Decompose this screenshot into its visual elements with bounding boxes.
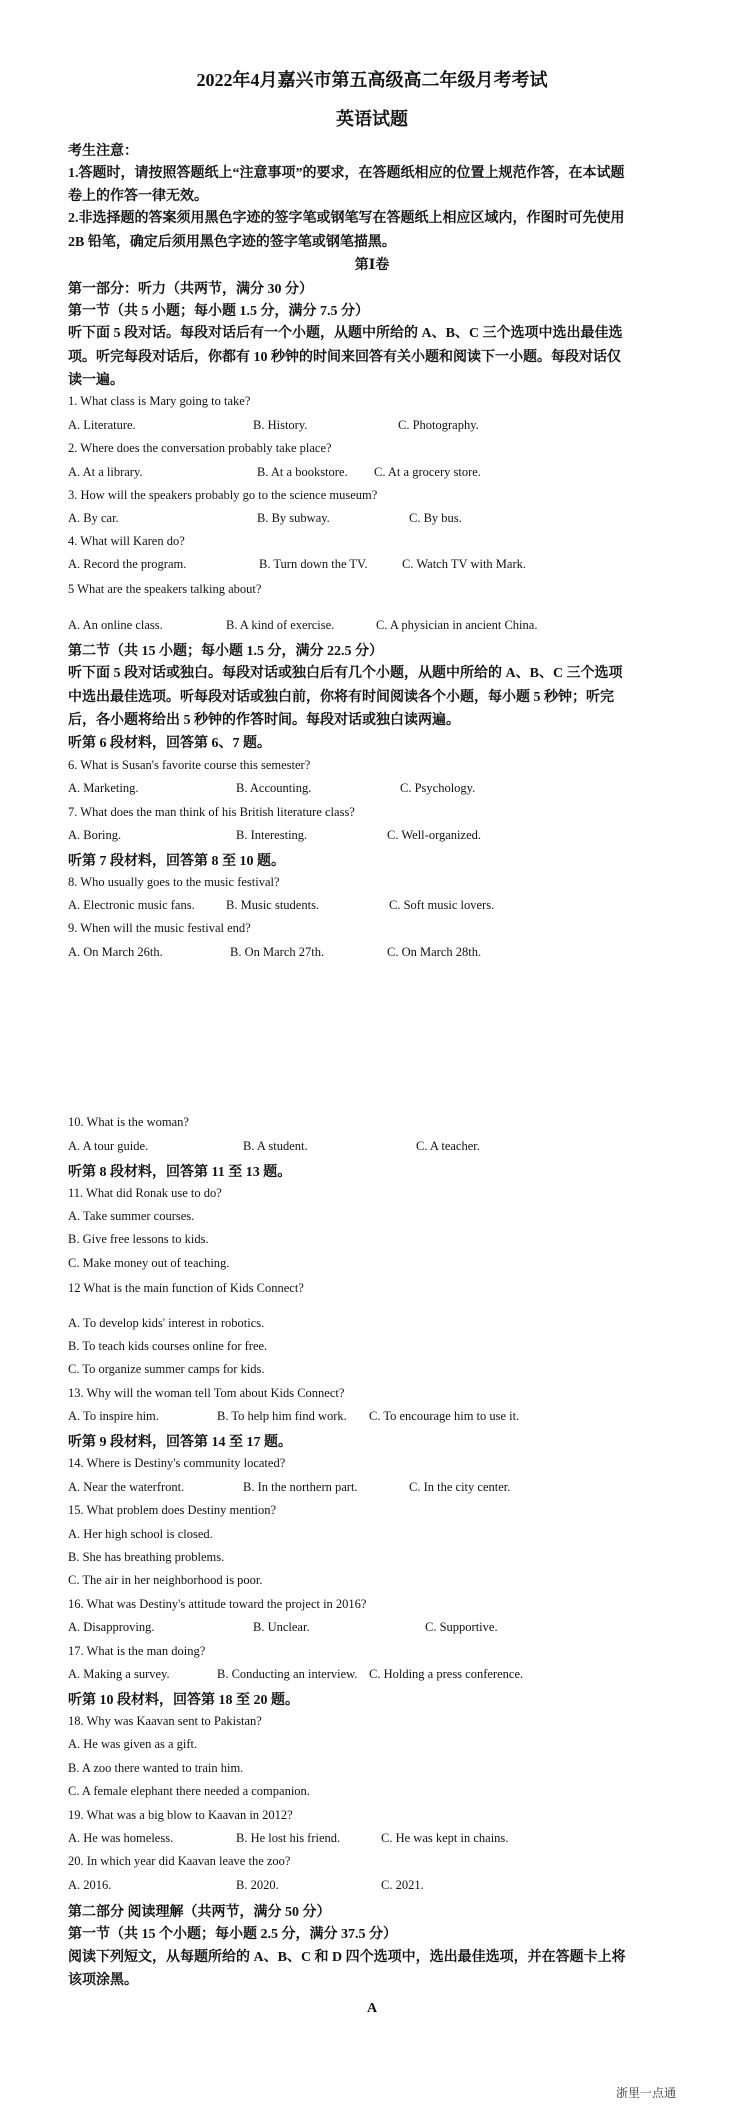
exam-subtitle: 英语试题 (336, 109, 408, 129)
question-6-option-b: B. Accounting. (236, 781, 312, 795)
question-17-option-a: A. Making a survey. (68, 1667, 170, 1681)
question-3: 3. How will the speakers probably go to the science museum? (68, 488, 378, 502)
question-10: 10. What is the woman? (68, 1115, 189, 1129)
question-4-option-c: C. Watch TV with Mark. (402, 557, 526, 571)
material-7-heading: 听第 7 段材料，回答第 8 至 10 题。 (68, 854, 285, 869)
section1-heading: 第一节（共 5 小题；每小题 1.5 分，满分 7.5 分） (68, 304, 369, 319)
question-11: 11. What did Ronak use to do? (68, 1186, 222, 1200)
question-13: 13. Why will the woman tell Tom about Kids Connect? (68, 1386, 345, 1400)
part2-instruction-1: 阅读下列短文，从每题所给的 A、B、C 和 D 四个选项中，选出最佳选项，并在答题卡上将 (68, 1950, 626, 1965)
notice-item-2-line-1: 2.非选择题的答案须用黑色字迹的签字笔或钢笔写在答题纸上相应区域内，作图时可先使用 (68, 211, 625, 226)
question-1-option-c: C. Photography. (398, 418, 479, 432)
question-9-option-a: A. On March 26th. (68, 945, 163, 959)
question-13-option-b: B. To help him find work. (217, 1409, 347, 1423)
question-12: 12 What is the main function of Kids Connect? (68, 1281, 304, 1295)
passage-label: A (366, 2001, 378, 2016)
question-17: 17. What is the man doing? (68, 1644, 206, 1658)
section2-instruction-3: 后，各小题将给出 5 秒钟的作答时间。每段对话或独白读两遍。 (68, 713, 460, 728)
question-2-option-a: A. At a library. (68, 465, 143, 479)
part2-heading: 第二部分 阅读理解（共两节，满分 50 分） (68, 1905, 331, 1920)
question-19: 19. What was a big blow to Kaavan in 2012? (68, 1808, 293, 1822)
section1-instruction-3: 读一遍。 (68, 373, 124, 388)
question-14: 14. Where is Destiny's community located? (68, 1456, 286, 1470)
question-2-option-c: C. At a grocery store. (374, 465, 481, 479)
question-5-option-a: A. An online class. (68, 618, 163, 632)
question-4-option-b: B. Turn down the TV. (259, 557, 368, 571)
question-7-option-c: C. Well-organized. (387, 828, 481, 842)
question-5: 5 What are the speakers talking about? (68, 582, 262, 596)
question-6: 6. What is Susan's favorite course this semester? (68, 758, 311, 772)
notice-item-2-line-2: 2B 铅笔，确定后须用黑色字迹的签字笔或钢笔描黑。 (68, 235, 396, 250)
question-8-option-c: C. Soft music lovers. (389, 898, 495, 912)
question-19-option-b: B. He lost his friend. (236, 1831, 341, 1845)
question-8-option-a: A. Electronic music fans. (68, 898, 195, 912)
question-1-option-b: B. History. (253, 418, 308, 432)
material-10-heading: 听第 10 段材料，回答第 18 至 20 题。 (68, 1693, 299, 1708)
question-12-option-c: C. To organize summer camps for kids. (68, 1362, 265, 1376)
question-15-option-c: C. The air in her neighborhood is poor. (68, 1573, 263, 1587)
question-19-option-c: C. He was kept in chains. (381, 1831, 509, 1845)
question-9-option-c: C. On March 28th. (387, 945, 482, 959)
question-18-option-b: B. A zoo there wanted to train him. (68, 1761, 244, 1775)
question-13-option-c: C. To encourage him to use it. (369, 1409, 520, 1423)
question-6-option-c: C. Psychology. (400, 781, 476, 795)
question-3-option-c: C. By bus. (409, 511, 462, 525)
question-13-option-a: A. To inspire him. (68, 1409, 159, 1423)
question-10-option-a: A. A tour guide. (68, 1139, 149, 1153)
question-11-option-c: C. Make money out of teaching. (68, 1256, 230, 1270)
question-15-option-a: A. Her high school is closed. (68, 1527, 213, 1541)
notice-item-1-line-1: 1.答题时，请按照答题纸上“注意事项”的要求，在答题纸相应的位置上规范作答，在本试题 (68, 166, 625, 181)
question-10-option-b: B. A student. (243, 1139, 308, 1153)
question-1-option-a: A. Literature. (68, 418, 136, 432)
question-9-option-b: B. On March 27th. (230, 945, 325, 959)
question-15: 15. What problem does Destiny mention? (68, 1503, 277, 1517)
question-12-option-a: A. To develop kids' interest in robotics. (68, 1316, 265, 1330)
question-3-option-b: B. By subway. (257, 511, 330, 525)
part1-heading: 第一部分：听力（共两节，满分 30 分） (68, 282, 313, 297)
material-8-heading: 听第 8 段材料，回答第 11 至 13 题。 (68, 1165, 292, 1180)
question-11-option-a: A. Take summer courses. (68, 1209, 195, 1223)
question-4: 4. What will Karen do? (68, 534, 185, 548)
question-17-option-c: C. Holding a press conference. (369, 1667, 524, 1681)
part2-instruction-2: 该项涂黑。 (68, 1973, 138, 1988)
question-20: 20. In which year did Kaavan leave the zoo? (68, 1854, 291, 1868)
question-2: 2. Where does the conversation probably take place? (68, 441, 332, 455)
question-15-option-b: B. She has breathing problems. (68, 1550, 225, 1564)
question-14-option-b: B. In the northern part. (243, 1480, 358, 1494)
question-16: 16. What was Destiny's attitude toward the project in 2016? (68, 1597, 367, 1611)
section2-instruction-1: 听下面 5 段对话或独白。每段对话或独白后有几个小题，从题中所给的 A、B、C 三个选项 (68, 666, 623, 681)
question-17-option-b: B. Conducting an interview. (217, 1667, 358, 1681)
question-18-option-c: C. A female elephant there needed a companion. (68, 1784, 310, 1798)
material-9-heading: 听第 9 段材料，回答第 14 至 17 题。 (68, 1435, 292, 1450)
question-1: 1. What class is Mary going to take? (68, 394, 251, 408)
question-19-option-a: A. He was homeless. (68, 1831, 174, 1845)
question-5-option-b: B. A kind of exercise. (226, 618, 335, 632)
material-6-heading: 听第 6 段材料，回答第 6、7 题。 (68, 736, 271, 751)
part2-section1-heading: 第一节（共 15 个小题；每小题 2.5 分，满分 37.5 分） (68, 1927, 397, 1942)
section1-instruction-2: 项。听完每段对话后，你都有 10 秒钟的时间来回答有关小题和阅读下一小题。每段对话仅 (68, 350, 621, 365)
question-7-option-b: B. Interesting. (236, 828, 308, 842)
question-7: 7. What does the man think of his British literature class? (68, 805, 355, 819)
section2-instruction-2: 中选出最佳选项。听每段对话或独白前，你将有时间阅读各个小题，每小题 5 秒钟；听完 (68, 690, 614, 705)
question-9: 9. When will the music festival end? (68, 921, 251, 935)
question-16-option-b: B. Unclear. (253, 1620, 310, 1634)
question-20-option-c: C. 2021. (381, 1878, 424, 1892)
question-20-option-a: A. 2016. (68, 1878, 112, 1892)
question-5-option-c: C. A physician in ancient China. (376, 618, 538, 632)
question-4-option-a: A. Record the program. (68, 557, 187, 571)
question-12-option-b: B. To teach kids courses online for free. (68, 1339, 268, 1353)
section2-heading: 第二节（共 15 小题；每小题 1.5 分，满分 22.5 分） (68, 644, 383, 659)
question-2-option-b: B. At a bookstore. (257, 465, 348, 479)
question-3-option-a: A. By car. (68, 511, 119, 525)
volume-label: 第Ⅰ卷 (354, 258, 390, 273)
question-18: 18. Why was Kaavan sent to Pakistan? (68, 1714, 262, 1728)
question-20-option-b: B. 2020. (236, 1878, 279, 1892)
question-8: 8. Who usually goes to the music festival? (68, 875, 280, 889)
question-14-option-a: A. Near the waterfront. (68, 1480, 185, 1494)
question-11-option-b: B. Give free lessons to kids. (68, 1232, 209, 1246)
question-10-option-c: C. A teacher. (416, 1139, 480, 1153)
footer-watermark: 浙里一点通 (615, 2086, 676, 2100)
question-7-option-a: A. Boring. (68, 828, 122, 842)
question-6-option-a: A. Marketing. (68, 781, 139, 795)
question-14-option-c: C. In the city center. (409, 1480, 511, 1494)
question-8-option-b: B. Music students. (226, 898, 320, 912)
section1-instruction-1: 听下面 5 段对话。每段对话后有一个小题，从题中所给的 A、B、C 三个选项中选出最佳选 (68, 326, 623, 341)
notice-heading: 考生注意： (68, 144, 138, 159)
question-18-option-a: A. He was given as a gift. (68, 1737, 198, 1751)
exam-title: 2022年4月嘉兴市第五高级高二年级月考考试 (196, 70, 548, 90)
notice-item-1-line-2: 卷上的作答一律无效。 (68, 189, 208, 204)
question-16-option-a: A. Disapproving. (68, 1620, 155, 1634)
question-16-option-c: C. Supportive. (425, 1620, 498, 1634)
